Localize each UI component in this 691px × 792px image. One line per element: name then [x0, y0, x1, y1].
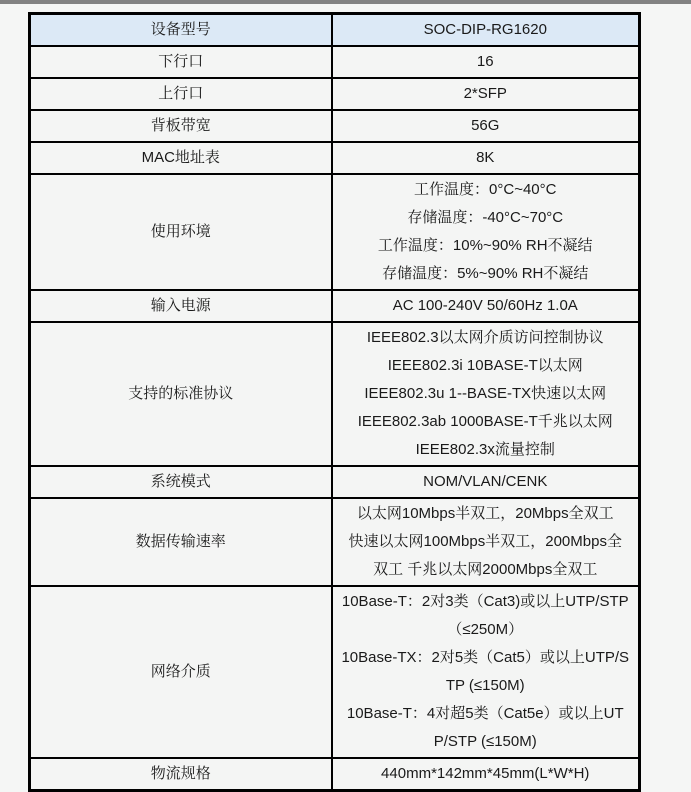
spec-value-line: SOC-DIP-RG1620	[423, 21, 547, 38]
spec-label-cell	[30, 174, 332, 290]
spec-label: MAC地址表	[141, 149, 220, 166]
spec-label-cell	[30, 586, 332, 758]
spec-value-cell	[332, 322, 640, 466]
spec-label-cell	[30, 466, 332, 498]
row-network-media	[30, 586, 640, 758]
spec-value-line: 2*SFP	[463, 85, 507, 102]
spec-label: 使用环境	[150, 223, 211, 240]
spec-value-cell	[332, 498, 640, 586]
spec-value-line: 10Base-T：2对3类（Cat3)或以上UTP/STP	[341, 593, 629, 610]
spec-label: 设备型号	[150, 21, 211, 38]
row-backplane-bandwidth	[30, 110, 640, 142]
spec-label: 物流规格	[150, 765, 211, 782]
spec-label: 系统模式	[150, 473, 211, 490]
spec-value-line: TP (≤150M)	[445, 677, 525, 694]
row-downlink-ports	[30, 46, 640, 78]
spec-label-cell	[30, 110, 332, 142]
spec-label: 背板带宽	[150, 117, 211, 134]
spec-value-line: 10Base-T：4对超5类（Cat5e）或以上UT	[346, 705, 624, 722]
row-mac-address-table	[30, 142, 640, 174]
spec-table	[28, 12, 641, 792]
spec-value-cell	[332, 758, 640, 791]
spec-value-cell	[332, 586, 640, 758]
spec-value-line: 8K	[476, 149, 495, 166]
row-logistics-spec	[30, 758, 640, 791]
spec-value-line: IEEE802.3i 10BASE-T以太网	[387, 357, 583, 374]
spec-value-line: 440mm*142mm*45mm(L*W*H)	[381, 765, 590, 782]
spec-label: 输入电源	[150, 297, 211, 314]
spec-value-line: 双工 千兆以太网2000Mbps全双工	[373, 561, 598, 578]
spec-value-line: 以太网10Mbps半双工，20Mbps全双工	[356, 505, 614, 522]
spec-value-line: 56G	[471, 117, 500, 134]
spec-label: 数据传输速率	[135, 533, 226, 550]
row-data-transfer-rate	[30, 498, 640, 586]
row-device-model	[30, 14, 640, 47]
spec-value-line: P/STP (≤150M)	[433, 733, 537, 750]
spec-value-line: 存储温度：5%~90% RH不凝结	[382, 265, 589, 282]
spec-label: 网络介质	[150, 663, 211, 680]
spec-value-line: 10Base-TX：2对5类（Cat5）或以上UTP/S	[341, 649, 630, 666]
spec-label-cell	[30, 498, 332, 586]
row-power-input	[30, 290, 640, 322]
spec-value-cell	[332, 290, 640, 322]
spec-value-line: 工作温度：0°C~40°C	[414, 181, 557, 198]
spec-label-cell	[30, 78, 332, 110]
spec-value-line: AC 100-240V 50/60Hz 1.0A	[392, 297, 578, 314]
spec-label-cell	[30, 758, 332, 791]
spec-value-line: 存储温度：-40°C~70°C	[407, 209, 564, 226]
spec-value-line: IEEE802.3以太网介质访问控制协议	[366, 329, 604, 346]
spec-label-cell	[30, 46, 332, 78]
spec-label: 下行口	[158, 53, 204, 70]
spec-value-line: IEEE802.3ab 1000BASE-T千兆以太网	[357, 413, 613, 430]
spec-value-cell	[332, 14, 640, 47]
spec-label-cell	[30, 290, 332, 322]
spec-value-line: 快速以太网100Mbps半双工，200Mbps全	[348, 533, 622, 550]
spec-value-line: （≤250M）	[447, 621, 524, 638]
spec-value-cell	[332, 466, 640, 498]
spec-value-cell	[332, 142, 640, 174]
spec-label: 上行口	[158, 85, 204, 102]
spec-value-cell	[332, 110, 640, 142]
spec-label-cell	[30, 142, 332, 174]
spec-label-cell	[30, 322, 332, 466]
spec-value-line: 16	[476, 53, 494, 70]
spec-value-line: 工作温度：10%~90% RH不凝结	[377, 237, 593, 254]
row-operating-environment	[30, 174, 640, 290]
spec-value-line: IEEE802.3x流量控制	[415, 441, 555, 458]
spec-label: 支持的标准协议	[128, 385, 234, 402]
spec-value-cell	[332, 174, 640, 290]
window-edge-strip	[0, 0, 691, 4]
spec-value-cell	[332, 46, 640, 78]
row-uplink-ports	[30, 78, 640, 110]
row-system-mode	[30, 466, 640, 498]
spec-value-line: NOM/VLAN/CENK	[423, 473, 548, 490]
spec-value-line: IEEE802.3u 1--BASE-TX快速以太网	[364, 385, 607, 402]
spec-value-cell	[332, 78, 640, 110]
row-supported-standards	[30, 322, 640, 466]
spec-label-cell	[30, 14, 332, 47]
